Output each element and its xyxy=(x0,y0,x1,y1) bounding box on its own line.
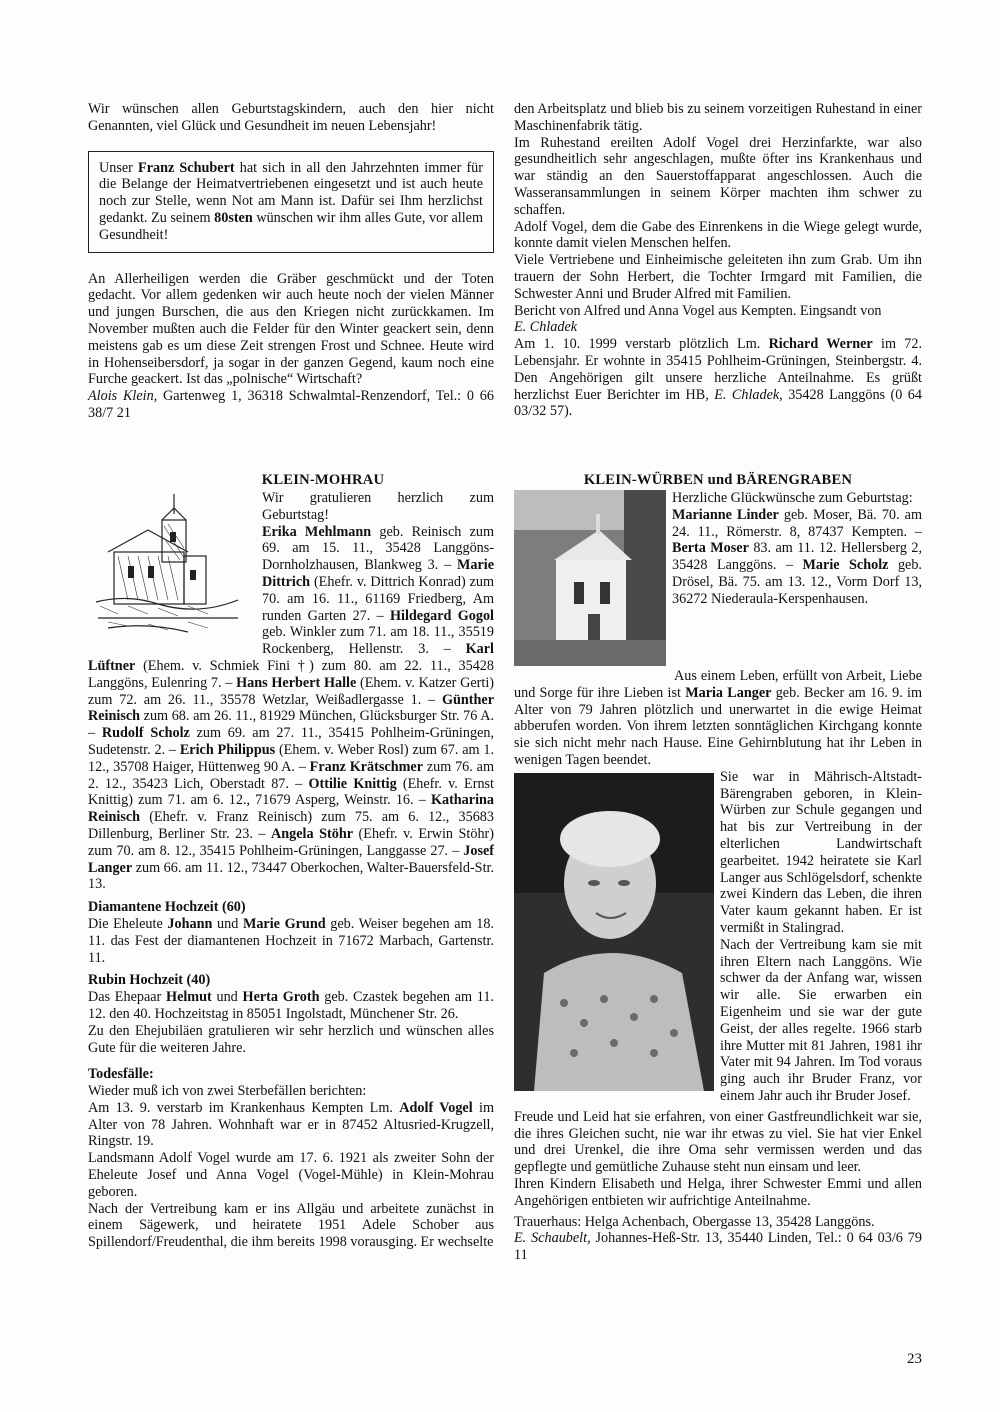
maria-langer-obituary: Aus einem Leben, erfüllt von Arbeit, Liebe und Sorge für ihre Lieben ist Maria Langer geb. Becker am 16. 9. im Alter von 79 Jahren plötzlich und unerwartet in die ewige Heimat abberufen worden. Von ihrem letzten sonntäglichen Kirchgang konnte sie sich nicht mehr nach Hause. Eine Gehirnblutung hat ihr Leben in wenigen Tagen beendet. Sie war in Mährisch-Altstadt-Bärengraben geboren, in Klein-Würben zur Schule gegangen und hat bis zur Vertreibung in der elterlichen Landwirtschaft gearbeitet. 1942 heiratete sie Karl Langer aus Schlögelsdorf, schenkte zwei Kindern das Leben, die ihren Vater kaum gekannt haben. Er ist vermißt in Stalingrad. Nach der Vertreibung kam sie mit ihren Eltern nach Langgöns. Wie schwer da der Anfang war, wissen wir alle. Sie erwarben ein Eigenheim und sie war der gute Geist, der alles regelte. 1966 starb ihre Mutter mit 81 Jahren, 1981 ihr Vater mit 94 Jahren. Im Tod voraus ging auch ihr Bruder Franz, vor einem Jahr auch ihr Bruder Josef. Freude und Leid hat sie erfahren, von einer Gastfreundlichkeit war sie, die ihres Gleichen sucht, nie war ihr etwas zu viel. Sie hat vier Enkel und drei Urenkel, die ihre Oma sehr vermissen werden und das gepflegte und gemütliche Zuhause steht nun einsam und leer. Ihren Kindern Elisabeth und Helga, ihrer Schwester Emmi und allen Angehörigen entbieten wir aufrichtige Anteilnahme. Trauerhaus: Helga Achenbach, Obergasse 13, 35428 Langgöns. E. Schaubelt, Johannes-Heß-Str. 13, 35440 Linden, Tel.: 0 64 03/6 79 11 xyxy=(514,668,922,1264)
signature-klein: Alois Klein, Gartenweg 1, 36318 Schwalmtal-Renzendorf, Tel.: 0 66 38/7 21 xyxy=(88,388,494,421)
klein-mohrau-heading: KLEIN-MOHRAU xyxy=(261,472,385,488)
chapel-photo xyxy=(514,490,666,666)
maria-langer-portrait xyxy=(514,773,714,1091)
klein-wuerben-heading: KLEIN-WÜRBEN und BÄRENGRABEN xyxy=(583,472,853,488)
ruby-wedding-heading: Rubin Hochzeit (40) xyxy=(88,972,211,989)
church-drawing xyxy=(88,490,260,654)
page-number: 23 xyxy=(907,1351,922,1367)
klein-mohrau-birthdays: Erika Mehlmann geb. Reinisch zum 69. am 15. 11., 35428 Langgöns-Dornholzhausen, Blankweg 3. – Marie Dittrich (Ehefr. v. Dittrich Konrad) zum 70. am 16. 11., 61169 Friedberg, Am runden Garten 27. – Hildegard Gogol geb. Winkler zum 71. am 18. 11., 35519 Rockenberg, Hellenstr. 3. – Karl Lüftner (Ehem. v. Schmiek Fini †) zum 80. am 22. 11., 35428 Langgöns, Eulenring 7. – Hans Herbert Halle (Ehem. v. Katzer Gerti) zum 72. am 26. 11., 35578 Wetzlar, Weißadlergasse 1. – Günther Reinisch zum 68. am 26. 11., 81929 München, Glücksburger Str. 76 A. – Rudolf Scholz zum 69. am 27. 11., 35415 Pohlheim-Grüningen, Sudetenstr. 2. – Erich Philippus (Ehem. v. Weber Rosl) zum 67. am 1. 12., 35708 Haiger, Hüttenweg 90 A. – Franz Krätschmer zum 76. am 2. 12., 35423 Lich, Oberstadt 87. – Ottilie Knittig (Ehefr. v. Ernst Knittig) zum 71. am 6. 12., 71679 Asperg, Weinstr. 16. – Katharina Reinisch (Ehefr. v. Franz Reinisch) zum 75. am 6. 12., 35683 Dillenburg, Berliner Str. 23. – Angela Stöhr (Ehefr. v. Erwin Stöhr) zum 70. am 8. 12., 35415 Pohlheim-Grüningen, Langgasse 27. – Josef Langer zum 66. am 11. 12., 73447 Oberkochen, Walter-Bauersfeld-Str. 13. xyxy=(88,523,495,893)
diamond-wedding-heading: Diamantene Hochzeit (60) xyxy=(88,899,246,916)
klein-mohrau-column: Wir gratulieren herzlich zum Geburtstag! Erika Mehlmann geb. Reinisch zum 69. am 15. 11., 35428 Langgöns-Dornholzhausen, Blankweg 3. – Marie Dittrich (Ehefr. v. Dittrich Konrad) zum 70. am 16. 11., 61169 Friedberg, Am runden Garten 27. – Hildegard Gogol geb. Winkler zum 71. am 18. 11., 35519 Rockenberg, Hellenstr. 3. – Karl Lüftner (Ehem. v. Schmiek Fini †) zum 80. am 22. 11., 35428 Langgöns, Eulenring 7. – Hans Herbert Halle (Ehem. v. Katzer Gerti) zum 72. am 26. 11., 35578 Wetzlar, Weißadlergasse 1. – Günther Reinisch zum 68. am 26. 11., 81929 München, Glücksburger Str. 76 A. – Rudolf Scholz zum 69. am 27. 11., 35415 Pohlheim-Grüningen, Sudetenstr. 2. – Erich Philippus (Ehem. v. Weber Rosl) zum 67. am 1. 12., 35708 Haiger, Hüttenweg 90 A. – Franz Krätschmer zum 76. am 2. 12., 35423 Lich, Oberstadt 87. – Ottilie Knittig (Ehefr. v. Ernst Knittig) zum 71. am 6. 12., 71679 Asperg, Weinstr. 16. – Katharina Reinisch (Ehefr. v. Franz Reinisch) zum 75. am 6. 12., 35683 Dillenburg, Berliner Str. 23. – Angela Stöhr (Ehefr. v. Erwin Stöhr) zum 70. am 8. 12., 35415 Pohlheim-Grüningen, Langgasse 27. – Josef Langer zum 66. am 11. 12., 73447 Oberkochen, Walter-Bauersfeld-Str. 13. Diamantene Hochzeit (60) Die Eheleute Johann und Marie Grund geb. Weiser begehen am 18. 11. das Fest der diamantenen Hochzeit in 71672 Marbach, Gartenstr. 11. Rubin Hochzeit (40) Das Ehepaar Helmut und Herta Groth geb. Czastek begehen am 11. 12. den 40. Hochzeitstag in 85051 Ingolstadt, Münchener Str. 26. Zu den Ehejubiläen gratulieren wir sehr herzlich und wünschen alles Gute für die weiteren Jahre. Todesfälle: Wieder muß ich von zwei Sterbefällen berichten: Am 13. 9. verstarb im Krankenhaus Kempten Lm. Adolf Vogel im Alter von 78 Jahren. Wohnhaft war er in 87452 Altusried-Krugzell, Ringstr. 19. Landsmann Adolf Vogel wurde am 17. 6. 1921 als zweiter Sohn der Eheleute Josef und Anna Vogel (Vogel-Mühle) in Klein-Mohrau geboren. Nach der Vertreibung kam er ins Allgäu und arbeitete zunächst in einem Sägewerk, und heiratete 1951 Adele Schober aus Spillendorf/Freudenthal, die ihm bereits 1998 vorausging. Er wechselte xyxy=(88,490,495,1251)
deaths-heading: Todesfälle: xyxy=(88,1066,154,1083)
right-top-column: den Arbeitsplatz und blieb bis zu seinem vorzeitigen Ruhestand in einer Maschinenfabrik tätig. Im Ruhestand ereilten Adolf Vogel drei Herzinfarkte, war also gesundheitlich sehr angeschlagen, mußte öfter ins Krankenhaus und war ständig an den Sauerstoffapparat angeschlossen. Auch die Wasseransammlungen in seinem Körper machten ihm schwer zu schaffen. Adolf Vogel, dem die Gabe des Einrenkens in die Wiege gelegt wurde, konnte damit vielen Menschen helfen. Viele Vertriebene und Einheimische geleiteten ihn zum Grab. Um ihn trauern der Sohn Herbert, die Tochter Irmgard mit Familien, die Schwester Anni und Bruder Alfred mit Familien. Bericht von Alfred und Anna Vogel aus Kempten. Eingsandt von E. Chladek Am 1. 10. 1999 verstarb plötzlich Lm. Richard Werner im 72. Lebensjahr. Er wohnte in 35415 Pohlheim-Grüningen, Steinbergstr. 4. Den Angehörigen gilt unsere herzliche Anteilnahme. Es grüßt herzlichst Euer Berichter im HB, E. Chladek, 35428 Langgöns (0 64 03/32 57). xyxy=(514,101,922,420)
birthday-wishes: Wir wünschen allen Geburtstagskindern, auch den hier nicht Genannten, viel Glück und Gesundheit im neuen Lebensjahr! xyxy=(88,101,494,134)
franz-schubert-box: Unser Franz Schubert hat sich in all den Jahrzehnten immer für die Belange der Heimatvertriebenen eingesetzt und ist auch heute noch zur Stelle, wenn Not am Mann ist. Dafür sei Ihm herzlichst gedankt. Zu seinem 80sten wünschen wir ihm alles Gute, vor allem Gesundheit! xyxy=(88,151,494,253)
allerheiligen-paragraph: An Allerheiligen werden die Gräber geschmückt und der Toten gedacht. Vor allem gedenken wir auch heute noch der vielen Männer und jungen Burschen, die aus den Kriegen nicht zurückkamen. Im November mußten auch die Felder für den Winter geackert sein, denn meistens gab es um diese Zeit strengen Frost und Schnee. Heute wird in Hohenseibersdorf, ja sogar in der ganzen Gegend, kaum noch eine Furche geackert. Ist das „polnische“ Wirtschaft? xyxy=(88,270,494,388)
klein-wuerben-birthdays: Herzliche Glückwünsche zum Geburtstag: Marianne Linder geb. Moser, Bä. 70. am 24. 11., Römerstr. 8, 87437 Kempten. – Berta Moser 83. am 11. 12. Hellersberg 2, 35428 Langgöns. – Marie Scholz geb. Drösel, Bä. 75. am 13. 12., Vorm Dorf 13, 36272 Niederaula-Kerspenhausen. xyxy=(672,490,922,607)
left-top-column xyxy=(88,101,494,422)
